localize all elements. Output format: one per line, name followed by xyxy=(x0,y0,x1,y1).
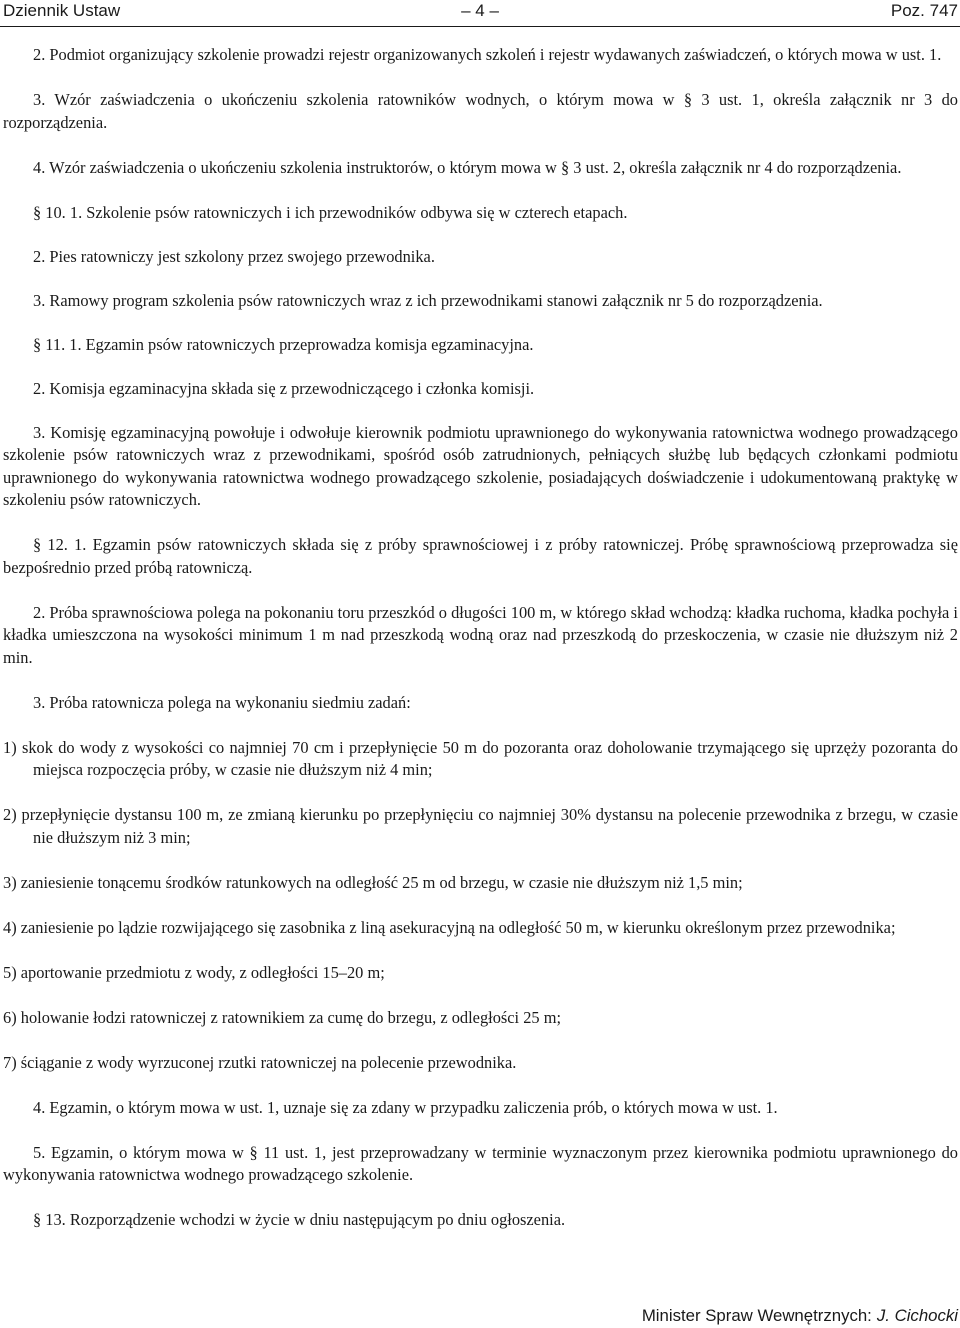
section-11-1: § 11. 1. Egzamin psów ratowniczych przeprowadza komisja egzaminacyjna. xyxy=(33,334,534,354)
position-number: Poz. 747 xyxy=(890,1,958,20)
signature-title: Minister Spraw Wewnętrznych: xyxy=(641,1306,872,1325)
section-12-4: 4. Egzamin, o którym mowa w ust. 1, uznaje się za zdany w przypadku zaliczenia prób, o których mowa w ust. 1. xyxy=(33,1097,778,1117)
task-item-3: 3) zaniesienie tonącemu środków ratunkowych na odległość 25 m od brzegu, w czasie nie dłuższym niż 1,5 min; xyxy=(3,872,743,892)
section-12-2: 2. Próba sprawnościowa polega na pokonaniu toru przeszkód o długości 100 m, w którego skład wchodzą: kładka ruchoma, kładka pochyła i kładka umieszczona na wysokości minimum 1 m nad przeszkodą wodną oraz nad przeszkodą do przeskoczenia, w czasie nie dłuższym niż 2 min. xyxy=(3,602,958,667)
task-item-7: 7) ściąganie z wody wyrzuconej rzutki ratowniczej na polecenie przewodnika. xyxy=(3,1052,517,1072)
paragraph-4: 4. Wzór zaświadczenia o ukończeniu szkolenia instruktorów, o którym mowa w § 3 ust. 2, określa załącznik nr 4 do rozporządzenia. xyxy=(33,157,902,177)
signature xyxy=(642,1304,958,1328)
task-item-6: 6) holowanie łodzi ratowniczej z ratownikiem za cumę do brzegu, z odległości 25 m; xyxy=(3,1007,562,1027)
signature-name: J. Cichocki xyxy=(876,1306,958,1325)
task-item-1: 1) skok do wody z wysokości co najmniej 70 cm i przepłynięcie 50 m do pozoranta oraz doholowanie trzymającego się uprzęży pozoranta do miejsca rozpoczęcia próby, w czasie nie dłuższym niż 4 min; xyxy=(3,737,958,779)
task-item-4: 4) zaniesienie po lądzie rozwijającego się zasobnika z liną asekuracyjną na odległość 50 m, w kierunku określonym przez przewodnika; xyxy=(3,917,896,937)
document-body xyxy=(3,44,958,1232)
section-12-3: 3. Próba ratownicza polega na wykonaniu siedmiu zadań: xyxy=(33,692,411,712)
section-10-2: 2. Pies ratowniczy jest szkolony przez swojego przewodnika. xyxy=(33,246,435,266)
section-11-2: 2. Komisja egzaminacyjna składa się z przewodniczącego i członka komisji. xyxy=(33,378,535,398)
section-10-3: 3. Ramowy program szkolenia psów ratowniczych wraz z ich przewodnikami stanowi załącznik nr 5 do rozporządzenia. xyxy=(33,290,823,310)
task-list xyxy=(3,737,958,1075)
page-number: – 4 – xyxy=(461,1,499,20)
section-12-5: 5. Egzamin, o którym mowa w § 11 ust. 1, jest przeprowadzany w terminie wyznaczonym przez kierownika podmiotu uprawnionego do wykonywania ratownictwa wodnego prowadzącego szkolenie. xyxy=(3,1142,958,1184)
journal-title: Dziennik Ustaw xyxy=(3,1,121,20)
page-header xyxy=(0,0,960,27)
paragraph-3: 3. Wzór zaświadczenia o ukończeniu szkolenia ratowników wodnych, o którym mowa w § 3 ust. 1, określa załącznik nr 3 do rozporządzenia. xyxy=(3,90,958,132)
task-item-2: 2) przepłynięcie dystansu 100 m, ze zmianą kierunku po przepłynięciu co najmniej 30% dystansu na polecenie przewodnika z brzegu, w czasie nie dłuższym niż 3 min; xyxy=(3,805,958,847)
section-12-1: § 12. 1. Egzamin psów ratowniczych składa się z próby sprawnościowej i z próby ratowniczej. Próbę sprawnościową przeprowadza się bezpośrednio przed próbą ratowniczą. xyxy=(3,535,958,577)
section-13: § 13. Rozporządzenie wchodzi w życie w dniu następującym po dniu ogłoszenia. xyxy=(33,1210,566,1229)
paragraph-2: 2. Podmiot organizujący szkolenie prowadzi rejestr organizowanych szkoleń i rejestr wydawanych zaświadczeń, o których mowa w ust. 1. xyxy=(33,45,942,64)
task-item-5: 5) aportowanie przedmiotu z wody, z odległości 15–20 m; xyxy=(3,962,385,982)
section-11-3: 3. Komisję egzaminacyjną powołuje i odwołuje kierownik podmiotu uprawnionego do wykonywania ratownictwa wodnego prowadzącego szkolenie psów ratowniczych wraz z przewodnikami, spośród osób zatrudnionych, pełniących służbę lub będących członkami podmiotu uprawnionego do wykonywania ratownictwa wodnego prowadzącego szkolenie, posiadających doświadczenie i udokumentowaną praktykę w szkoleniu psów ratowniczych. xyxy=(3,422,958,509)
section-10-1: § 10. 1. Szkolenie psów ratowniczych i ich przewodników odbywa się w czterech etapach. xyxy=(33,202,628,222)
